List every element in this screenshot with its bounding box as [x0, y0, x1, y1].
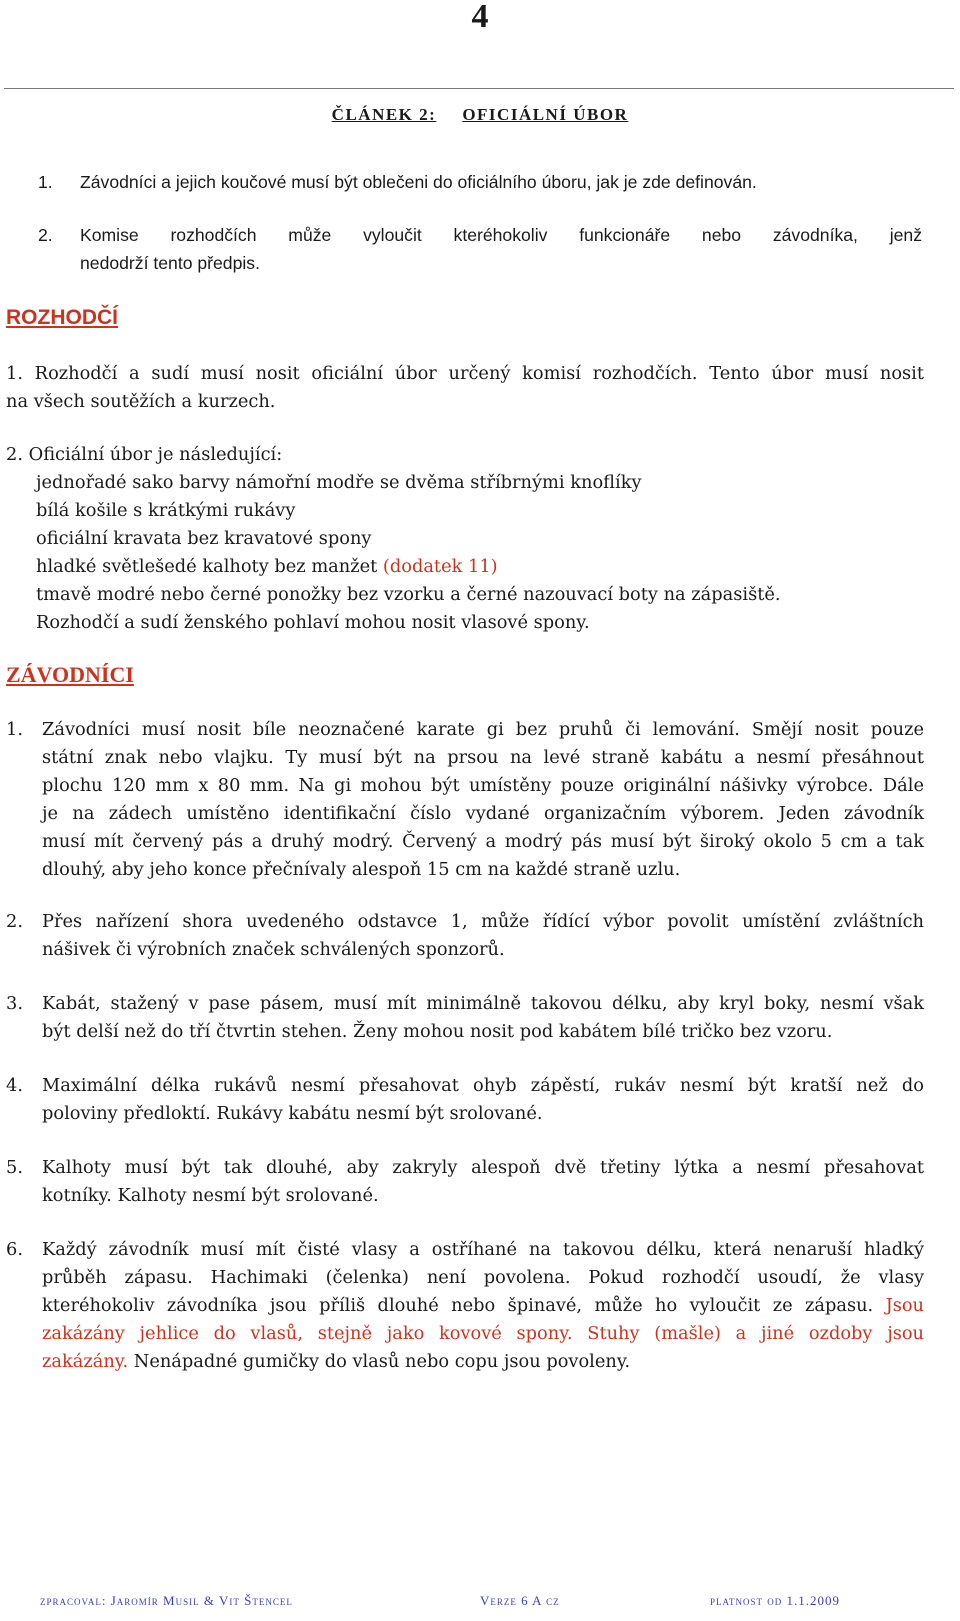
intro-item-number: 1. — [38, 172, 53, 192]
competitors-item-line: Maximální délka rukávů nesmí přesahovat ohyb zápěstí, rukáv nesmí být kratší než do — [42, 1075, 924, 1096]
competitors-item-4 — [6, 1072, 924, 1128]
appendix-note: (dodatek 11) — [382, 556, 498, 577]
competitors-heading: ZÁVODNÍCI — [6, 662, 134, 687]
competitors-item-number: 2. — [6, 911, 23, 932]
competitors-item-line: zakázány jehlice do vlasů, stejně jako kovové spony. Stuhy (mašle) a jiné ozdoby jsou — [42, 1323, 924, 1344]
competitors-item-3 — [6, 990, 924, 1046]
competitors-item-line: průběh zápasu. Hachimaki (čelenka) není povolena. Pokud rozhodčí usoudí, že vlasy — [42, 1267, 924, 1288]
referees-item-2 — [6, 441, 924, 637]
footer-version: Verze 6 A cz — [480, 1593, 560, 1608]
competitors-item-number: 6. — [6, 1239, 23, 1260]
footer-validity: platnost od 1.1.2009 — [710, 1593, 841, 1608]
competitors-item-line: plochu 120 mm x 80 mm. Na gi mohou být umístěny pouze originální nášivky výrobce. Dále — [42, 775, 924, 796]
competitors-item-line: Každý závodník musí mít čisté vlasy a ostříhané na takovou délku, která nenaruší hladký — [42, 1239, 924, 1260]
intro-item-text: Závodníci a jejich koučové musí být oblečeni do oficiálního úboru, jak je zde definován. — [80, 172, 757, 192]
referees-heading: ROZHODČÍ — [6, 306, 118, 329]
competitors-item-line: musí mít červený pás a druhý modrý. Červený a modrý pás musí být široký okolo 5 cm a tak — [42, 831, 924, 852]
footer-author: zpracoval: Jaromír Musil & Vit Štencel — [40, 1593, 293, 1608]
competitors-item-line: kteréhokoliv závodníka jsou příliš dlouhé nebo špinavé, může ho vyloučit ze zápasu. Jsou — [42, 1295, 924, 1316]
competitors-item-line: Přes nařízení shora uvedeného odstavce 1, může řídící výbor povolit umístění zvláštních — [42, 911, 924, 932]
uniform-item: jednořadé sako barvy námořní modře se dvěma stříbrnými knoflíky — [36, 472, 642, 493]
uniform-item: hladké světlešedé kalhoty bez manžet (dodatek 11) — [36, 556, 498, 577]
competitors-item-line: nášivek či výrobních značek schválených sponzorů. — [42, 939, 505, 960]
competitors-item-line: státní znak nebo vlajku. Ty musí být na prsou na levé straně kabátu a nesmí přesáhnout — [42, 747, 924, 768]
competitors-item-2 — [6, 908, 924, 964]
article-heading — [0, 104, 960, 126]
competitors-item-number: 1. — [6, 719, 23, 740]
competitors-item-line: poloviny předloktí. Rukávy kabátu nesmí být srolované. — [42, 1103, 543, 1124]
intro-item-line: nedodrží tento předpis. — [80, 253, 260, 273]
competitors-item-number: 3. — [6, 993, 23, 1014]
article-label: ČLÁNEK 2: — [331, 105, 437, 124]
competitors-item-line: zakázány. Nenápadné gumičky do vlasů nebo copu jsou povoleny. — [42, 1351, 631, 1372]
competitors-item-5 — [6, 1154, 924, 1210]
competitors-item-line: dlouhý, aby jeho konce přečnívaly alespoň 15 cm na každé straně uzlu. — [42, 859, 681, 880]
referees-item-1 — [6, 360, 924, 416]
competitors-item-1 — [6, 716, 924, 884]
uniform-list — [6, 469, 924, 637]
intro-item-line: Komise rozhodčích může vyloučit kteréhokoliv funkcionáře nebo závodníka, jenž — [80, 225, 922, 245]
uniform-item: bílá košile s krátkými rukávy — [36, 500, 296, 521]
competitors-item-line: Kabát, stažený v pase pásem, musí mít minimálně takovou délku, aby kryl boky, nesmí však — [42, 993, 924, 1014]
referees-item-line: 1. Rozhodčí a sudí musí nosit oficiální úbor určený komisí rozhodčích. Tento úbor musí nosit — [6, 363, 924, 384]
intro-item-number: 2. — [38, 225, 53, 245]
competitors-item-line: kotníky. Kalhoty nesmí být srolované. — [42, 1185, 379, 1206]
article-title: OFICIÁLNÍ ÚBOR — [462, 105, 629, 124]
uniform-item: oficiální kravata bez kravatové spony — [36, 528, 372, 549]
competitors-item-number: 5. — [6, 1157, 23, 1178]
competitors-item-line: Závodníci musí nosit bíle neoznačené karate gi bez pruhů či lemování. Smějí nosit pouze — [42, 719, 924, 740]
competitors-item-line: být delší než do tří čtvrtin stehen. Ženy mohou nosit pod kabátem bílé tričko bez vzoru. — [42, 1021, 833, 1042]
competitors-item-6 — [6, 1236, 924, 1376]
referees-item-line: na všech soutěžích a kurzech. — [6, 391, 276, 412]
header-rule — [4, 88, 954, 89]
uniform-intro: 2. Oficiální úbor je následující: — [6, 444, 283, 465]
uniform-item: tmavě modré nebo černé ponožky bez vzorku a černé nazouvací boty na zápasiště. — [36, 584, 781, 605]
page-number: 4 — [471, 0, 489, 35]
competitors-item-number: 4. — [6, 1075, 23, 1096]
competitors-item-line: je na zádech umístěno identifikační číslo vydané organizačním výborem. Jeden závodník — [42, 803, 924, 824]
uniform-item: Rozhodčí a sudí ženského pohlaví mohou nosit vlasové spony. — [36, 612, 590, 633]
competitors-item-line: Kalhoty musí být tak dlouhé, aby zakryly alespoň dvě třetiny lýtka a nesmí přesahovat — [42, 1157, 924, 1178]
